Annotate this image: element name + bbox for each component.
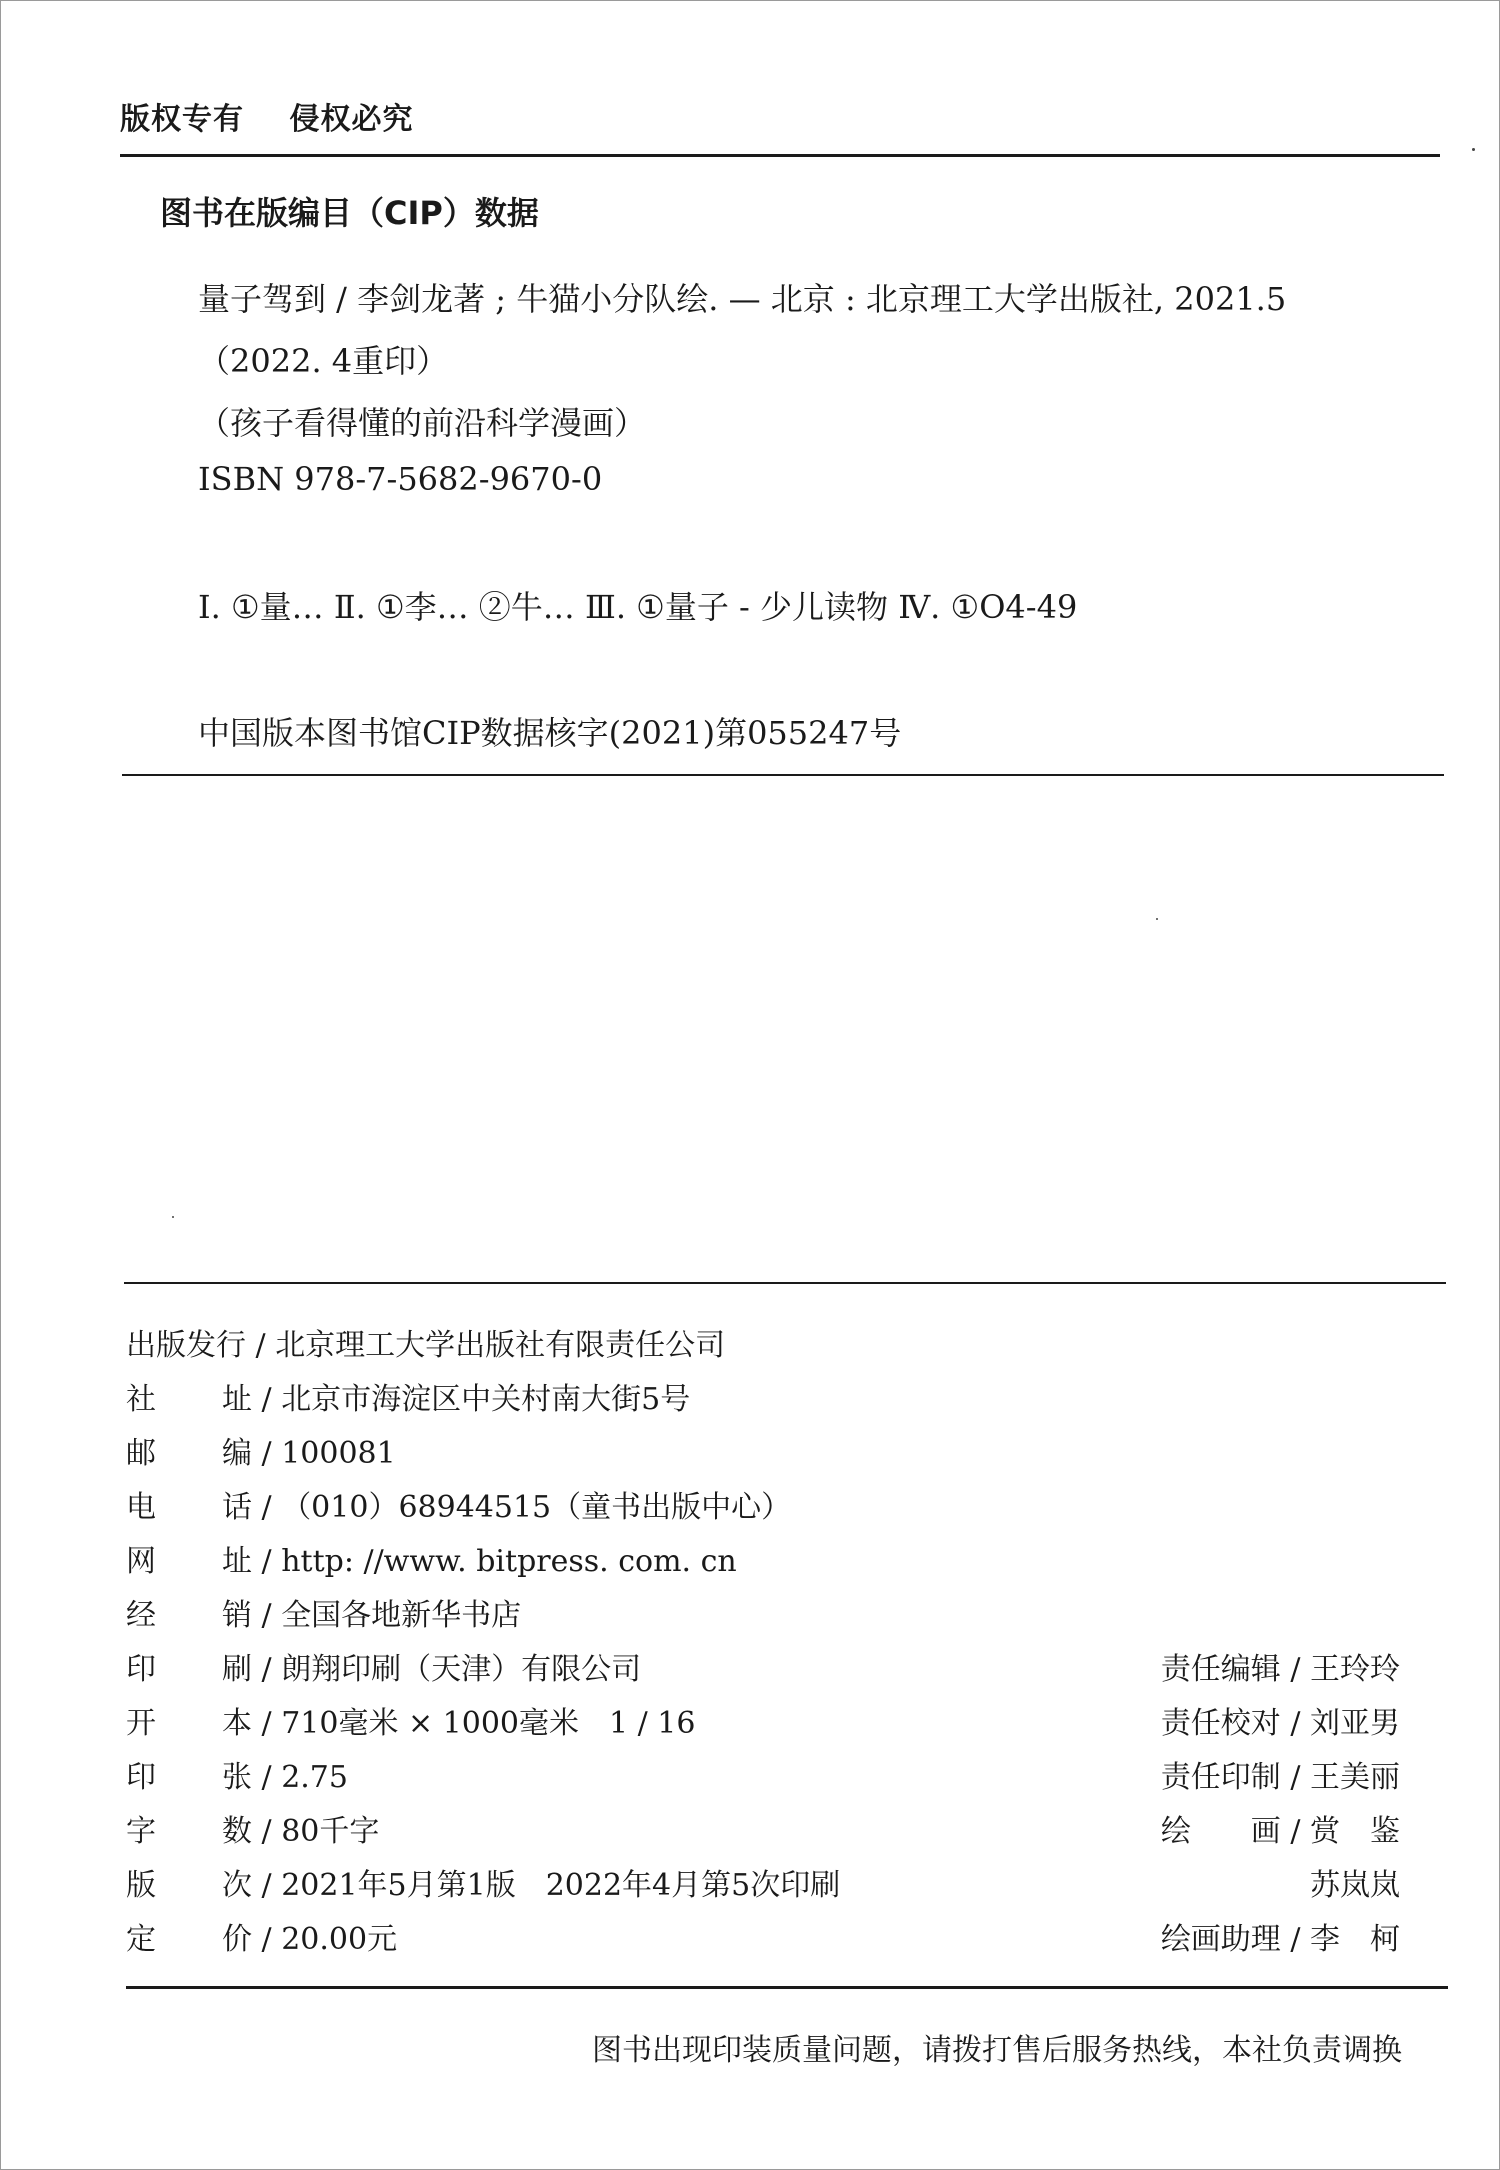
copyright-reserved: 版权专有 bbox=[120, 102, 244, 137]
publication-top-rule bbox=[124, 1282, 1446, 1284]
publication-row-sheets: 印 张 / 2.75 bbox=[126, 1752, 348, 1796]
cip-classification-line: Ⅰ. ①量… Ⅱ. ①李… ②牛… Ⅲ. ①量子 - 少儿读物 Ⅳ. ①O4-49 bbox=[198, 588, 1078, 626]
publication-value: 北京理工大学出版社有限责任公司 bbox=[275, 1328, 726, 1363]
staff-illustration-assistant: 绘画助理 / 李 柯 bbox=[1160, 1922, 1400, 1957]
staff-editor: 责任编辑 / 王玲玲 bbox=[1160, 1652, 1400, 1687]
publication-label-a: 经 bbox=[126, 1598, 156, 1633]
header-rule bbox=[120, 154, 1440, 157]
quality-notice: 图书出现印装质量问题，请拨打售后服务热线，本社负责调换 bbox=[592, 2033, 1402, 2068]
scan-speck bbox=[1156, 918, 1158, 920]
publication-value: 2021年5月第1版 2022年4月第5次印刷 bbox=[281, 1868, 841, 1903]
cip-reprint-line: （2022. 4重印） bbox=[198, 342, 449, 380]
publication-label-a: 印 bbox=[126, 1760, 156, 1795]
publication-row-format: 开 本 / 710毫米 × 1000毫米 1 / 16 bbox=[126, 1698, 695, 1742]
publication-row-distribution: 经 销 / 全国各地新华书店 bbox=[126, 1590, 521, 1634]
publication-label-a: 社 bbox=[126, 1382, 156, 1417]
publication-label-b: 张 bbox=[222, 1760, 252, 1795]
cip-title-line: 量子驾到 / 李剑龙著 ; 牛猫小分队绘. — 北京 : 北京理工大学出版社, 2021.5 bbox=[198, 280, 1287, 318]
publication-label-a: 电 bbox=[126, 1490, 156, 1525]
publication-label-b: 址 bbox=[222, 1544, 252, 1579]
publication-label-a: 印 bbox=[126, 1652, 156, 1687]
publication-label-b: 编 bbox=[222, 1436, 252, 1471]
scan-speck bbox=[172, 1216, 174, 1218]
staff-illustrator-2: 苏岚岚 bbox=[1310, 1868, 1400, 1903]
publication-value: 朗翔印刷（天津）有限公司 bbox=[281, 1652, 642, 1687]
publication-label-a: 邮 bbox=[126, 1436, 156, 1471]
publication-value: 20.00元 bbox=[281, 1922, 398, 1957]
publication-row-address: 社 址 / 北京市海淀区中关村南大街5号 bbox=[126, 1374, 690, 1418]
copyright-notice bbox=[120, 94, 413, 138]
publication-row-wordcount: 字 数 / 80千字 bbox=[126, 1806, 379, 1850]
publication-bottom-rule bbox=[126, 1986, 1448, 1989]
publication-value: 全国各地新华书店 bbox=[281, 1598, 522, 1633]
publication-label-b: 价 bbox=[222, 1922, 252, 1957]
publication-label: 出版发行 bbox=[126, 1328, 246, 1363]
publication-row-website: 网 址 / http: //www. bitpress. com. cn bbox=[126, 1536, 737, 1580]
publication-label-b: 话 bbox=[222, 1490, 252, 1525]
publication-label-b: 次 bbox=[222, 1868, 252, 1903]
publication-value: 710毫米 × 1000毫米 1 / 16 bbox=[281, 1706, 696, 1741]
publication-value: 100081 bbox=[281, 1436, 396, 1471]
publication-label-a: 版 bbox=[126, 1868, 156, 1903]
publication-row-phone: 电 话 / （010）68944515（童书出版中心） bbox=[126, 1482, 791, 1526]
cip-isbn-line: ISBN 978-7-5682-9670-0 bbox=[198, 460, 603, 498]
publication-label-a: 开 bbox=[126, 1706, 156, 1741]
publication-value: 2.75 bbox=[281, 1760, 348, 1795]
publication-value: http: //www. bitpress. com. cn bbox=[281, 1544, 737, 1579]
publication-row-price: 定 价 / 20.00元 bbox=[126, 1914, 397, 1958]
scan-speck bbox=[1472, 148, 1475, 151]
publication-row-printer: 印 刷 / 朗翔印刷（天津）有限公司 bbox=[126, 1644, 641, 1688]
cip-record-number: 中国版本图书馆CIP数据核字(2021)第055247号 bbox=[198, 714, 902, 752]
publication-row-publisher: 出版发行 / 北京理工大学出版社有限责任公司 bbox=[126, 1328, 726, 1363]
publication-value: 北京市海淀区中关村南大街5号 bbox=[281, 1382, 691, 1417]
publication-label-b: 销 bbox=[222, 1598, 252, 1633]
publication-label-b: 数 bbox=[222, 1814, 252, 1849]
staff-print-manager: 责任印制 / 王美丽 bbox=[1160, 1760, 1400, 1795]
staff-illustrator: 绘 画 / 赏 鉴 bbox=[1160, 1814, 1400, 1849]
publication-value: 80千字 bbox=[281, 1814, 380, 1849]
cip-series-line: （孩子看得懂的前沿科学漫画） bbox=[198, 404, 647, 442]
publication-value: （010）68944515（童书出版中心） bbox=[281, 1490, 792, 1525]
cip-heading: 图书在版编目（CIP）数据 bbox=[160, 194, 539, 232]
staff-proofreader: 责任校对 / 刘亚男 bbox=[1160, 1706, 1400, 1741]
publication-label-a: 网 bbox=[126, 1544, 156, 1579]
publication-label-b: 址 bbox=[222, 1382, 252, 1417]
cip-bottom-rule bbox=[122, 774, 1444, 776]
infringement-notice: 侵权必究 bbox=[289, 102, 414, 137]
publication-label-a: 字 bbox=[126, 1814, 156, 1849]
publication-row-edition: 版 次 / 2021年5月第1版 2022年4月第5次印刷 bbox=[126, 1860, 840, 1904]
publication-label-b: 刷 bbox=[222, 1652, 252, 1687]
publication-label-a: 定 bbox=[126, 1922, 156, 1957]
publication-label-b: 本 bbox=[222, 1706, 252, 1741]
publication-row-postcode: 邮 编 / 100081 bbox=[126, 1428, 396, 1472]
